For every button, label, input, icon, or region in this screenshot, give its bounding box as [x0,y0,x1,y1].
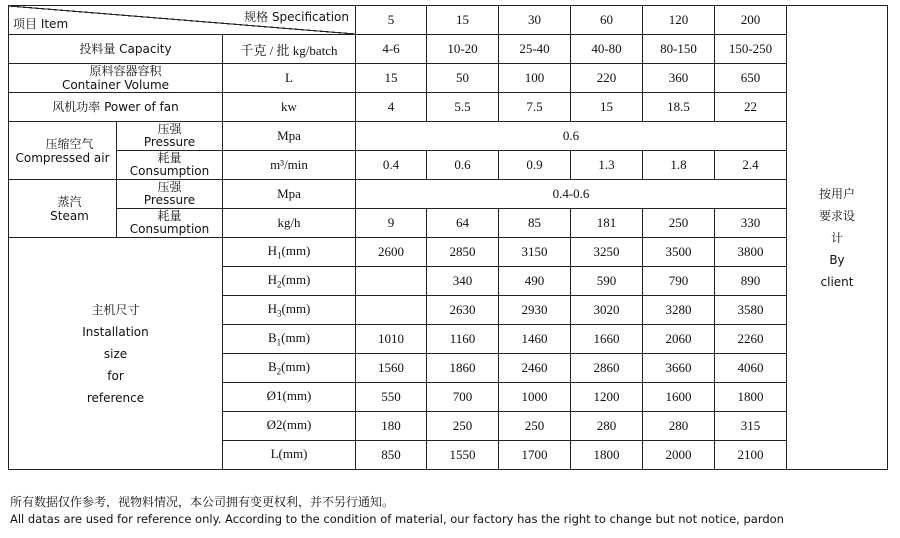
dim-unit-suffix: (mm) [278,446,308,462]
value-cell: 0.6 [427,151,499,180]
model-header: 15 [427,6,499,35]
dim-unit [223,325,356,354]
air-label-en: Compressed air [15,150,110,165]
footnote-en: All datas are used for reference only. According to the condition of material, our factory has the right to change but not notice, pardon [10,512,784,526]
value-cell: 590 [571,267,643,296]
side-note-line: 要求设 [818,208,855,223]
value-cell: 360 [643,64,715,93]
value-cell: 1.8 [643,151,715,180]
container-label-en: Container Volume [61,78,170,92]
dim-unit [223,354,356,383]
footnote-cn: 所有数据仅作参考，视物料情况，本公司拥有变更权利，并不另行通知。 [10,495,395,509]
model-header: 120 [643,6,715,35]
compressed-air-label [9,122,117,180]
header-corner-cell [9,6,356,35]
value-cell: 2630 [427,296,499,325]
air-pressure-label-cn: 压强 [157,122,182,136]
design-by-client-note [787,6,888,470]
value-cell: 25-40 [499,35,571,64]
value-cell: 64 [427,209,499,238]
value-cell: 2260 [715,325,787,354]
steam-consumption-label-en: Consumption [129,222,210,236]
dim-unit [223,412,356,441]
value-cell: 1010 [356,325,427,354]
value-cell: 3150 [499,238,571,267]
value-cell: 3800 [715,238,787,267]
dim-unit [223,267,356,296]
value-cell: 280 [643,412,715,441]
value-cell: 2600 [356,238,427,267]
value-cell: 2850 [427,238,499,267]
dim-unit-base: B [267,330,277,346]
dim-unit [223,383,356,412]
installation-size-label [9,238,223,470]
value-cell: 1660 [571,325,643,354]
value-cell: 15 [571,93,643,122]
value-cell: 2100 [715,441,787,470]
value-cell: 9 [356,209,427,238]
value-cell: 1600 [643,383,715,412]
value-cell: 80-150 [643,35,715,64]
capacity-label: 投料量 Capacity [9,35,223,64]
install-label-line: 主机尺寸 [91,302,140,317]
value-cell: 550 [356,383,427,412]
dim-unit-sub: 2 [276,366,282,377]
value-cell: 1160 [427,325,499,354]
steam-pressure-label-cn: 压强 [157,180,182,194]
steam-pressure-unit: Mpa [223,180,356,209]
value-cell: 15 [356,64,427,93]
value-cell: 2460 [499,354,571,383]
dim-unit-sub: 3 [277,308,282,319]
air-pressure-label [117,122,223,151]
value-cell: 3660 [643,354,715,383]
value-cell: 890 [715,267,787,296]
value-cell: 1800 [715,383,787,412]
value-cell: 790 [643,267,715,296]
value-cell: 1560 [356,354,427,383]
air-pressure-value: 0.6 [356,122,787,151]
model-header: 60 [571,6,643,35]
value-cell: 250 [643,209,715,238]
value-cell [356,267,427,296]
dim-unit-sub: 2 [277,279,282,290]
container-unit: L [223,64,356,93]
model-header: 5 [356,6,427,35]
value-cell: 3280 [643,296,715,325]
value-cell: 650 [715,64,787,93]
air-consumption-label-cn: 耗量 [157,151,182,165]
value-cell: 1550 [427,441,499,470]
value-cell: 3020 [571,296,643,325]
value-cell: 40-80 [571,35,643,64]
dim-unit-base: L [270,446,279,462]
value-cell: 1700 [499,441,571,470]
value-cell: 2860 [571,354,643,383]
install-label-line: reference [86,390,145,405]
steam-consumption-row [9,209,888,238]
value-cell: 100 [499,64,571,93]
value-cell: 1200 [571,383,643,412]
value-cell: 4 [356,93,427,122]
side-note-line: client [820,274,854,289]
value-cell [356,296,427,325]
value-cell: 180 [356,412,427,441]
value-cell: 330 [715,209,787,238]
air-consumption-row [9,151,888,180]
value-cell: 3580 [715,296,787,325]
dim-unit [223,238,356,267]
dim-unit-suffix: (mm) [281,359,311,375]
value-cell: 1000 [499,383,571,412]
item-header-label: 项目 Item [13,17,69,31]
value-cell: 85 [499,209,571,238]
steam-consumption-unit: kg/h [223,209,356,238]
value-cell: 2060 [643,325,715,354]
capacity-unit: 千克 / 批 kg/batch [223,35,356,64]
value-cell: 4-6 [356,35,427,64]
dim-unit-base: Ø2 [266,417,283,433]
steam-consumption-label-cn: 耗量 [157,209,182,223]
value-cell: 10-20 [427,35,499,64]
header-row [9,6,888,35]
value-cell: 1800 [571,441,643,470]
value-cell: 50 [427,64,499,93]
steam-consumption-label [117,209,223,238]
value-cell: 250 [499,412,571,441]
value-cell: 490 [499,267,571,296]
steam-label-cn: 蒸汽 [57,194,82,209]
install-label-line: Installation [82,324,149,339]
dim-unit-sub: 1 [276,337,282,348]
value-cell: 700 [427,383,499,412]
air-consumption-unit: m³/min [223,151,356,180]
dim-unit [223,441,356,470]
side-note-line: 计 [830,230,843,245]
side-note-line: 按用户 [818,186,855,201]
value-cell: 7.5 [499,93,571,122]
value-cell: 4060 [715,354,787,383]
value-cell: 1460 [499,325,571,354]
dim-unit-suffix: (mm) [282,388,312,404]
value-cell: 0.4 [356,151,427,180]
fan-label: 风机功率 Power of fan [9,93,223,122]
fan-unit: kw [223,93,356,122]
container-row [9,64,888,93]
dim-unit-suffix: (mm) [282,417,312,433]
side-note-line: By [829,252,845,267]
air-consumption-label-en: Consumption [129,164,210,178]
dim-unit-suffix: (mm) [281,272,311,288]
value-cell: 5.5 [427,93,499,122]
dim-unit-base: H [267,301,277,317]
value-cell: 3250 [571,238,643,267]
air-label-cn: 压缩空气 [45,136,94,151]
dim-unit-suffix: (mm) [281,243,311,259]
steam-pressure-label [117,180,223,209]
install-label-line: size [103,346,128,361]
dim-unit-base: H [267,243,277,259]
dim-unit-suffix: (mm) [281,301,311,317]
value-cell: 280 [571,412,643,441]
value-cell: 3500 [643,238,715,267]
spec-header-label: 规格 Specification [244,10,349,24]
air-pressure-unit: Mpa [223,122,356,151]
steam-pressure-value: 0.4-0.6 [356,180,787,209]
value-cell: 1.3 [571,151,643,180]
value-cell: 0.9 [499,151,571,180]
steam-pressure-label-en: Pressure [143,193,196,207]
value-cell: 150-250 [715,35,787,64]
value-cell: 1860 [427,354,499,383]
value-cell: 2000 [643,441,715,470]
value-cell: 250 [427,412,499,441]
value-cell: 340 [427,267,499,296]
spec-sheet [8,5,888,470]
value-cell: 2930 [499,296,571,325]
value-cell: 181 [571,209,643,238]
dim-unit-suffix: (mm) [281,330,311,346]
dim-unit-base: B [267,359,277,375]
steam-label [9,180,117,238]
value-cell: 2.4 [715,151,787,180]
steam-label-en: Steam [50,208,89,223]
container-label [9,64,223,93]
install-label-line: for [107,368,124,383]
capacity-row [9,35,888,64]
spec-table [8,5,888,470]
air-pressure-row [9,122,888,151]
air-pressure-label-en: Pressure [143,135,196,149]
air-consumption-label [117,151,223,180]
dim-unit-base: Ø1 [266,388,283,404]
dim-unit-base: H [267,272,277,288]
value-cell: 850 [356,441,427,470]
dim-row-h1 [9,238,888,267]
model-header: 30 [499,6,571,35]
fan-row [9,93,888,122]
value-cell: 18.5 [643,93,715,122]
model-header: 200 [715,6,787,35]
value-cell: 315 [715,412,787,441]
steam-pressure-row [9,180,888,209]
value-cell: 220 [571,64,643,93]
dim-unit [223,296,356,325]
value-cell: 22 [715,93,787,122]
dim-unit-sub: 1 [277,250,282,261]
container-label-cn: 原料容器容积 [89,64,162,78]
